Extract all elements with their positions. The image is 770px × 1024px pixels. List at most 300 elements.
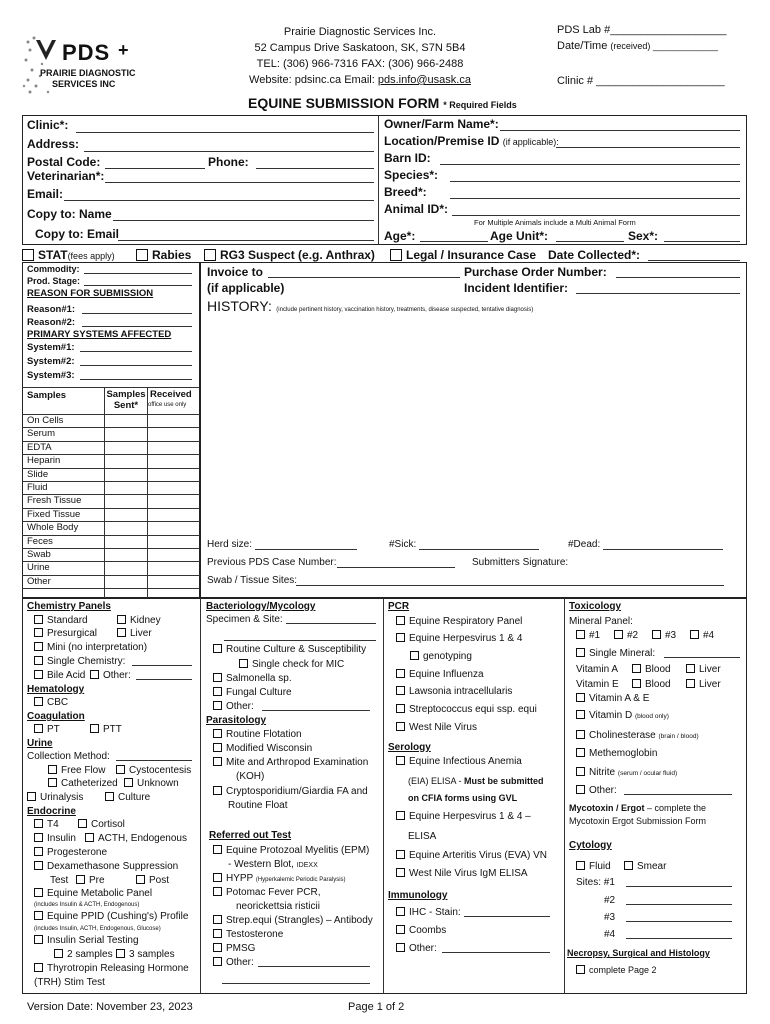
page2-checkbox[interactable] (576, 965, 657, 975)
checkbox-icon[interactable] (213, 757, 222, 766)
samples-sent-cell[interactable] (105, 414, 146, 427)
flotation-checkbox[interactable] (213, 729, 302, 740)
logo-text: PDS (62, 40, 111, 65)
two-samples-label: 2 samples (67, 949, 113, 960)
rabies-checkbox[interactable] (136, 248, 191, 262)
checkbox-icon[interactable] (204, 249, 216, 261)
checkbox-icon[interactable] (686, 679, 695, 688)
received-label: (received) _____________ (610, 41, 718, 51)
phone-field[interactable] (208, 155, 249, 169)
checkbox-icon[interactable] (396, 850, 405, 859)
checkbox-icon[interactable] (213, 687, 222, 696)
dex-checkbox[interactable] (34, 861, 178, 872)
species-field[interactable] (384, 168, 438, 182)
mini-checkbox[interactable] (34, 642, 147, 653)
sex-field[interactable] (628, 229, 658, 243)
checkbox-icon[interactable] (136, 875, 145, 884)
ppid-label: Equine PPID (Cushing's) Profile (47, 911, 189, 922)
checkbox-icon[interactable] (116, 765, 125, 774)
checkbox-icon[interactable] (34, 724, 43, 733)
checkbox-icon[interactable] (213, 673, 222, 682)
immuno-other-label: Other: (409, 943, 437, 954)
checkbox-icon[interactable] (396, 943, 405, 952)
reason1-field[interactable] (27, 304, 75, 315)
mic-label: Single check for MIC (252, 659, 345, 670)
animal-id-field[interactable] (384, 202, 448, 216)
cholin-note: (brain / blood) (658, 733, 699, 740)
samples-sent-cell[interactable] (105, 468, 146, 481)
checkbox-icon[interactable] (213, 786, 222, 795)
ref-other-checkbox[interactable] (213, 957, 254, 968)
owner-field[interactable] (384, 117, 499, 131)
checkbox-icon[interactable] (410, 651, 419, 660)
checkbox-icon[interactable] (213, 644, 222, 653)
checkbox-icon[interactable] (576, 710, 585, 719)
nitrite-label: Nitrite (589, 767, 616, 778)
salmonella-label: Salmonella sp. (226, 673, 292, 684)
checkbox-icon[interactable] (396, 616, 405, 625)
bile-checkbox[interactable] (34, 670, 85, 681)
mic-checkbox[interactable] (239, 659, 344, 670)
checkbox-icon[interactable] (85, 833, 94, 842)
history-field[interactable] (207, 298, 533, 316)
checkbox-icon[interactable] (34, 819, 43, 828)
strangles-checkbox[interactable] (213, 915, 373, 926)
routine-culture-label: Routine Culture & Susceptibility (226, 644, 367, 655)
checkbox-icon[interactable] (117, 615, 126, 624)
ihc-checkbox[interactable] (396, 907, 461, 918)
liver-checkbox[interactable] (117, 628, 152, 639)
samples-sent-cell[interactable] (105, 441, 146, 454)
system3-field[interactable] (27, 370, 75, 381)
system3-label: System#3: (27, 370, 75, 381)
checkbox-icon[interactable] (396, 669, 405, 678)
phone-label: Phone: (208, 155, 249, 169)
cbc-checkbox[interactable] (34, 697, 68, 708)
standard-checkbox[interactable] (34, 615, 88, 626)
vit-a-label: Vitamin A (576, 664, 619, 675)
influenza-label: Equine Influenza (409, 669, 484, 680)
koh-label: (KOH) (236, 771, 265, 782)
cbc-label: CBC (47, 697, 69, 708)
checkbox-icon[interactable] (27, 792, 36, 801)
table-row-divider (22, 588, 200, 589)
checkbox-icon[interactable] (34, 861, 43, 870)
checkbox-icon[interactable] (239, 659, 248, 668)
checkbox-icon[interactable] (576, 630, 585, 639)
checkbox-icon[interactable] (34, 888, 43, 897)
copy-email-field[interactable] (35, 227, 119, 241)
herpes-checkbox[interactable] (396, 633, 522, 644)
acth-checkbox[interactable] (85, 833, 187, 844)
samples-sent-cell[interactable] (105, 575, 146, 588)
system1-field[interactable] (27, 342, 75, 353)
checkbox-icon[interactable] (34, 847, 43, 856)
insulin-serial-checkbox[interactable] (34, 935, 139, 946)
checkbox-icon[interactable] (213, 729, 222, 738)
rg3-checkbox[interactable] (204, 248, 375, 262)
breed-field[interactable] (384, 185, 427, 199)
fluid-checkbox[interactable] (576, 861, 611, 872)
smear-checkbox[interactable] (624, 861, 666, 872)
checkbox-icon[interactable] (22, 249, 34, 261)
checkbox-icon[interactable] (576, 748, 585, 757)
eia-checkbox[interactable] (396, 756, 522, 767)
address-field[interactable] (27, 137, 79, 151)
vit-d-checkbox[interactable] (576, 710, 669, 721)
myco-bold-label: Mycotoxin / Ergot (569, 803, 645, 813)
checkbox-icon[interactable] (34, 615, 43, 624)
vit-a-liver-label: Liver (699, 664, 721, 675)
specimen-field[interactable] (206, 614, 283, 625)
ptt-checkbox[interactable] (90, 724, 122, 735)
collection-label: Collection Method: (27, 751, 110, 762)
potomac-checkbox[interactable] (213, 887, 320, 898)
eia-label2 (408, 776, 544, 786)
reason2-field[interactable] (27, 317, 75, 328)
postal-field[interactable] (27, 155, 100, 169)
commodity-field[interactable] (27, 264, 80, 274)
checkbox-icon[interactable] (396, 811, 405, 820)
fluid-label: Fluid (589, 861, 611, 872)
trh-checkbox[interactable] (34, 963, 189, 974)
checkbox-icon[interactable] (576, 785, 585, 794)
influenza-checkbox[interactable] (396, 669, 484, 680)
email-link[interactable]: pds.info@usask.ca (377, 74, 471, 86)
date-collected-label: Date Collected*: (548, 248, 641, 262)
clinic-number[interactable]: Clinic # _____________________ (557, 75, 725, 87)
sample-row-label: Fluid (27, 482, 48, 493)
stat-note: (fees apply) (67, 251, 115, 261)
cortisol-label: Cortisol (91, 819, 125, 830)
age-field[interactable] (384, 229, 415, 243)
age-unit-label: Age Unit*: (490, 229, 548, 243)
checkbox-icon[interactable] (105, 792, 114, 801)
mineral-3-label: #3 (665, 630, 677, 641)
tox-other-checkbox[interactable] (576, 785, 617, 796)
species-label: Species*: (384, 168, 439, 182)
checkbox-icon[interactable] (632, 664, 641, 673)
checkbox-icon[interactable] (396, 925, 405, 934)
routine-culture-checkbox[interactable] (213, 644, 366, 655)
reason-header: REASON FOR SUBMISSION (27, 288, 154, 299)
checkbox-icon[interactable] (34, 963, 43, 972)
sample-row-label: Swab (27, 549, 51, 560)
samples-sent-cell[interactable] (105, 561, 146, 574)
lawsonia-checkbox[interactable] (396, 686, 512, 697)
incident-field[interactable] (464, 281, 568, 295)
swab-sites-label: Swab / Tissue Sites: (207, 575, 298, 586)
insulin-checkbox[interactable] (34, 833, 76, 844)
age-unit-field[interactable] (490, 229, 548, 243)
mineral-1-checkbox[interactable] (576, 630, 600, 641)
checkbox-icon[interactable] (213, 873, 222, 882)
received-cell (148, 454, 199, 467)
stat-checkbox[interactable] (22, 248, 115, 262)
sample-row-label: Feces (27, 535, 53, 547)
location-label: Location/Premise ID (384, 134, 500, 148)
checkbox-icon[interactable] (48, 778, 57, 787)
idexx-label: IDEXX (296, 862, 318, 869)
checkbox-icon[interactable] (396, 722, 405, 731)
mineral-4-checkbox[interactable] (690, 630, 714, 641)
checkbox-icon[interactable] (213, 701, 222, 710)
checkbox-icon[interactable] (396, 868, 405, 877)
vet-field[interactable] (27, 169, 104, 183)
single-chem-checkbox[interactable] (34, 656, 125, 667)
checkbox-icon[interactable] (624, 861, 633, 870)
fungal-checkbox[interactable] (213, 687, 292, 698)
presurgical-checkbox[interactable] (34, 628, 97, 639)
resp-panel-checkbox[interactable] (396, 616, 522, 627)
single-mineral-label: Single Mineral: (589, 648, 656, 659)
free-flow-checkbox[interactable] (48, 765, 105, 776)
samples-sent-cell[interactable] (105, 521, 146, 534)
clinic-field[interactable] (27, 118, 68, 132)
wisconsin-checkbox[interactable] (213, 743, 312, 754)
sample-row-label: Other (27, 575, 51, 587)
culture-checkbox[interactable] (105, 792, 150, 803)
mineral-3-checkbox[interactable] (652, 630, 676, 641)
samples-sent-cell[interactable] (105, 508, 146, 521)
clinic-label: Clinic*: (27, 118, 69, 132)
mineral-2-checkbox[interactable] (614, 630, 638, 641)
location-field[interactable] (384, 134, 559, 148)
progesterone-checkbox[interactable] (34, 847, 107, 858)
sero-header: Serology (388, 742, 431, 753)
dead-field[interactable] (568, 539, 600, 550)
strangles-label: Strep.equi (Strangles) – Antibody (226, 915, 373, 926)
kidney-checkbox[interactable] (117, 615, 161, 626)
checkbox-icon[interactable] (652, 630, 661, 639)
swab-sites-field[interactable] (207, 575, 297, 586)
pre-checkbox[interactable] (76, 875, 105, 886)
org-phone: TEL: (306) 966-7316 FAX: (306) 966-2488 (256, 58, 464, 70)
collection-field[interactable] (27, 751, 110, 762)
copy-email-label: Copy to: Email (35, 227, 120, 241)
cysto-checkbox[interactable] (116, 765, 191, 776)
samples-sent-cell[interactable] (105, 535, 146, 548)
culture-label: Culture (118, 792, 151, 803)
bact-header: Bacteriology/Mycology (206, 601, 316, 612)
ppid-checkbox[interactable] (34, 911, 188, 922)
signature-field[interactable] (472, 557, 568, 568)
po-field[interactable] (464, 265, 607, 279)
checkbox-icon[interactable] (396, 704, 405, 713)
nitrite-checkbox[interactable] (576, 767, 677, 778)
checkbox-icon[interactable] (576, 730, 585, 739)
po-label: Purchase Order Number: (464, 265, 607, 279)
checkbox-icon[interactable] (213, 845, 222, 854)
sites1-field[interactable]: Sites: #1 (576, 877, 615, 888)
hema-header: Hematology (27, 684, 85, 695)
ehv-elisa-checkbox[interactable] (396, 811, 531, 822)
epm-checkbox[interactable] (213, 845, 369, 856)
email-label: Email: (27, 187, 64, 201)
genotyping-checkbox[interactable] (410, 651, 472, 662)
sample-row-label: Heparin (27, 455, 61, 467)
vit-e-liver-checkbox[interactable] (686, 679, 721, 690)
checkbox-icon[interactable] (686, 664, 695, 673)
routine-float-label: Routine Float (228, 800, 288, 811)
pt-checkbox[interactable] (34, 724, 60, 735)
unknown-checkbox[interactable] (124, 778, 179, 789)
form-title-text: EQUINE SUBMISSION FORM (248, 95, 440, 111)
invoice-field[interactable] (207, 265, 263, 279)
checkbox-icon[interactable] (136, 249, 148, 261)
rabies-label: Rabies (152, 248, 192, 262)
email-field[interactable] (27, 187, 63, 201)
invoice-label: Invoice to (207, 265, 264, 279)
testosterone-checkbox[interactable] (213, 929, 283, 940)
checkbox-icon[interactable] (78, 819, 87, 828)
checkbox-icon[interactable] (48, 765, 57, 774)
checkbox-icon[interactable] (54, 949, 63, 958)
checkbox-icon[interactable] (34, 833, 43, 842)
methemo-checkbox[interactable] (576, 748, 657, 759)
wnv-igm-label: West Nile Virus IgM ELISA (409, 868, 528, 879)
three-samples-checkbox[interactable] (116, 949, 175, 960)
fungal-label: Fungal Culture (226, 687, 292, 698)
strep-checkbox[interactable] (396, 704, 537, 715)
checkbox-icon[interactable] (34, 656, 43, 665)
mineral-4-label: #4 (703, 630, 715, 641)
catheterized-checkbox[interactable] (48, 778, 118, 789)
immuno-other-checkbox[interactable] (396, 943, 437, 954)
checkbox-icon[interactable] (396, 756, 405, 765)
vit-a-blood-checkbox[interactable] (632, 664, 671, 675)
checkbox-icon[interactable] (34, 628, 43, 637)
checkbox-icon[interactable] (396, 686, 405, 695)
mite-checkbox[interactable] (213, 757, 368, 768)
sites2-field[interactable]: #2 (604, 895, 616, 906)
prev-case-label: Previous PDS Case Number: (207, 557, 337, 568)
single-mineral-checkbox[interactable] (576, 648, 655, 659)
pre-label: Pre (89, 875, 105, 886)
checkbox-icon[interactable] (632, 679, 641, 688)
samples-sent-cell[interactable] (105, 454, 146, 467)
checkbox-icon[interactable] (34, 935, 43, 944)
owner-label: Owner/Farm Name*: (384, 117, 499, 131)
checkbox-icon[interactable] (576, 965, 585, 974)
system2-field[interactable] (27, 356, 75, 367)
vit-e-blood-label: Blood (645, 679, 671, 690)
two-samples-checkbox[interactable] (54, 949, 113, 960)
checkbox-icon[interactable] (34, 911, 43, 920)
checkbox-icon[interactable] (396, 633, 405, 642)
checkbox-icon[interactable] (576, 861, 585, 870)
checkbox-icon[interactable] (390, 249, 402, 261)
checkbox-icon[interactable] (576, 767, 585, 776)
checkbox-icon[interactable] (690, 630, 699, 639)
website-text: Website: pdsinc.ca Email: (249, 74, 378, 86)
wnv-checkbox[interactable] (396, 722, 477, 733)
lab-number[interactable]: PDS Lab #___________________ (557, 24, 727, 36)
checkbox-icon[interactable] (76, 875, 85, 884)
checkbox-icon[interactable] (34, 670, 43, 679)
history-label: HISTORY: (207, 298, 272, 314)
checkbox-icon[interactable] (576, 693, 585, 702)
checkbox-icon[interactable] (614, 630, 623, 639)
legal-checkbox[interactable] (390, 248, 536, 262)
coombs-checkbox[interactable] (396, 925, 446, 936)
barn-field[interactable] (384, 151, 431, 165)
checkbox-icon[interactable] (213, 915, 222, 924)
ref-header: Referred out Test (209, 830, 292, 841)
nitrite-note: (serum / ocular fluid) (617, 770, 678, 777)
prev-case-field[interactable] (207, 557, 337, 568)
eva-checkbox[interactable] (396, 850, 547, 861)
checkbox-icon[interactable] (576, 648, 585, 657)
chem-other-label: Other: (103, 670, 131, 681)
checkbox-icon[interactable] (213, 887, 222, 896)
cortisol-checkbox[interactable] (78, 819, 125, 830)
prod-stage-field[interactable] (27, 276, 80, 286)
pmsg-checkbox[interactable] (213, 943, 255, 954)
salmonella-checkbox[interactable] (213, 673, 292, 684)
vit-ae-checkbox[interactable] (576, 693, 649, 704)
checkbox-icon[interactable] (213, 743, 222, 752)
coag-header: Coagulation (27, 711, 85, 722)
checkbox-icon[interactable] (90, 670, 99, 679)
vit-e-blood-checkbox[interactable] (632, 679, 671, 690)
samples-sent-cell[interactable] (105, 481, 146, 494)
checkbox-icon[interactable] (213, 957, 222, 966)
trh-label: Thyrotropin Releasing Hormone (47, 963, 189, 974)
herd-size-field[interactable] (207, 539, 252, 550)
date-time[interactable] (557, 40, 718, 52)
eia-label: Equine Infectious Anemia (409, 756, 522, 767)
sites4-field[interactable]: #4 (604, 929, 616, 940)
bact-other-checkbox[interactable] (213, 701, 254, 712)
checkbox-icon[interactable] (116, 949, 125, 958)
post-checkbox[interactable] (136, 875, 169, 886)
sick-field[interactable] (389, 539, 416, 550)
emp-checkbox[interactable] (34, 888, 152, 899)
checkbox-icon[interactable] (90, 724, 99, 733)
emp-note: (includes Insulin & ACTH, Endogenous) (34, 902, 140, 908)
checkbox-icon[interactable] (117, 628, 126, 637)
wnv-igm-checkbox[interactable] (396, 868, 528, 879)
vit-e-liver-label: Liver (699, 679, 721, 690)
epm-label2 (228, 859, 318, 870)
samples-sent-cell[interactable] (105, 548, 146, 561)
date-collected-field[interactable] (548, 248, 640, 262)
samples-sent-cell[interactable] (105, 427, 146, 440)
checkbox-icon[interactable] (396, 907, 405, 916)
t4-checkbox[interactable] (34, 819, 59, 830)
crypto-checkbox[interactable] (213, 786, 368, 797)
checkbox-icon[interactable] (213, 929, 222, 938)
urinalysis-checkbox[interactable] (27, 792, 83, 803)
signature-label: Submitters Signature: (472, 557, 569, 568)
reason1-label: Reason#1: (27, 304, 76, 315)
samples-sent-cell[interactable] (105, 494, 146, 507)
cholin-checkbox[interactable] (576, 730, 699, 741)
plus-icon: + (118, 40, 129, 60)
copy-name-field[interactable] (27, 207, 112, 221)
vit-a-liver-checkbox[interactable] (686, 664, 721, 675)
checkbox-icon[interactable] (124, 778, 133, 787)
checkbox-icon[interactable] (34, 642, 43, 651)
checkbox-icon[interactable] (213, 943, 222, 952)
single-chem-label: Single Chemistry: (47, 656, 126, 667)
sites3-field[interactable]: #3 (604, 912, 616, 923)
checkbox-icon[interactable] (34, 697, 43, 706)
hypp-note: (Hyperkalemic Periodic Paralysis) (255, 877, 346, 883)
chem-other-checkbox[interactable] (90, 670, 131, 681)
hypp-checkbox[interactable] (213, 873, 346, 884)
